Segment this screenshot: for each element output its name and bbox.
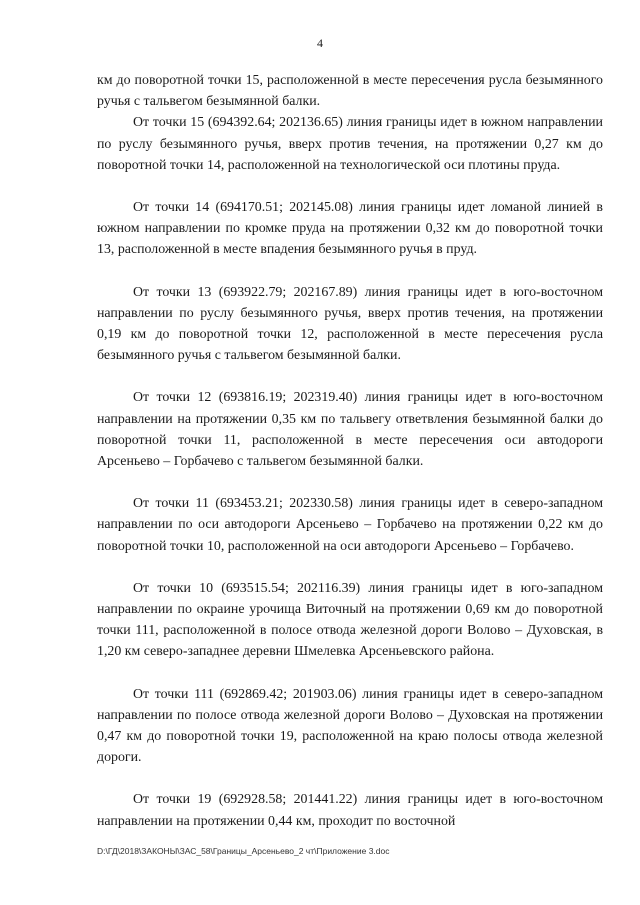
paragraph-1: км до поворотной точки 15, расположенной в месте пересечения русла безымянного ручья с тальвегом безымянной балки. — [97, 73, 603, 110]
paragraph-spacer — [97, 366, 603, 387]
paragraph-5: От точки 12 (693816.19; 202319.40) линия границы идет в юго-восточном направлении на протяжении 0,35 км по тальвегу ответвления безымянной балки до поворотной точки 11, расположенной в месте пересечения оси автодороги Арсеньево – Горбачево с тальвегом безымянной балки. — [97, 390, 603, 470]
paragraph-spacer — [97, 261, 603, 282]
paragraph-4: От точки 13 (693922.79; 202167.89) линия границы идет в юго-восточном направлении по руслу безымянного ручья, вверх против течения, на протяжении 0,19 км до поворотной точки 12, расположенной в месте пересечения русла безымянного ручья с тальвегом безымянной балки. — [97, 284, 603, 364]
file-path-footer: D:\ГД\2018\ЗАКОНЫ\ЗАС_58\Границы_Арсеньево_2 чт\Приложение 3.doc — [97, 846, 390, 856]
paragraph-2: От точки 15 (694392.64; 202136.65) линия границы идет в южном направлении по руслу безымянного ручья, вверх против течения, на протяжении 0,27 км до поворотной точки 14, расположенной на технологической оси плотины пруда. — [97, 115, 603, 173]
paragraph-6: От точки 11 (693453.21; 202330.58) линия границы идет в северо-западном направлении по оси автодороги Арсеньево – Горбачево на протяжении 0,22 км до поворотной точки 10, расположенной на оси автодороги Арсеньево – Горбачево. — [97, 496, 603, 554]
document-body — [97, 70, 603, 832]
paragraph-spacer — [97, 176, 603, 197]
paragraph-spacer — [97, 557, 603, 578]
paragraph-7: От точки 10 (693515.54; 202116.39) линия границы идет в юго-западном направлении по окраине урочища Виточный на протяжении 0,69 км до поворотной точки 111, расположенной в полосе отвода железной дороги Волово – Духовская, в 1,20 км северо-западнее деревни Шмелевка Арсеньевского района. — [97, 580, 603, 660]
paragraph-8: От точки 111 (692869.42; 201903.06) линия границы идет в северо-западном направлении по полосе отвода железной дороги Волово – Духовская на протяжении 0,47 км до поворотной точки 19, расположенной на краю полосы отвода железной дороги. — [97, 686, 603, 766]
paragraph-spacer — [97, 472, 603, 493]
paragraph-3: От точки 14 (694170.51; 202145.08) линия границы идет ломаной линией в южном направлении по кромке пруда на протяжении 0,32 км до поворотной точки 13, расположенной в месте впадения безымянного ручья в пруд. — [97, 200, 603, 258]
paragraph-spacer — [97, 663, 603, 684]
paragraph-spacer — [97, 768, 603, 789]
paragraph-9: От точки 19 (692928.58; 201441.22) линия границы идет в юго-восточном направлении на протяжении 0,44 км, проходит по восточной — [97, 792, 603, 829]
page-number: 4 — [317, 36, 323, 50]
